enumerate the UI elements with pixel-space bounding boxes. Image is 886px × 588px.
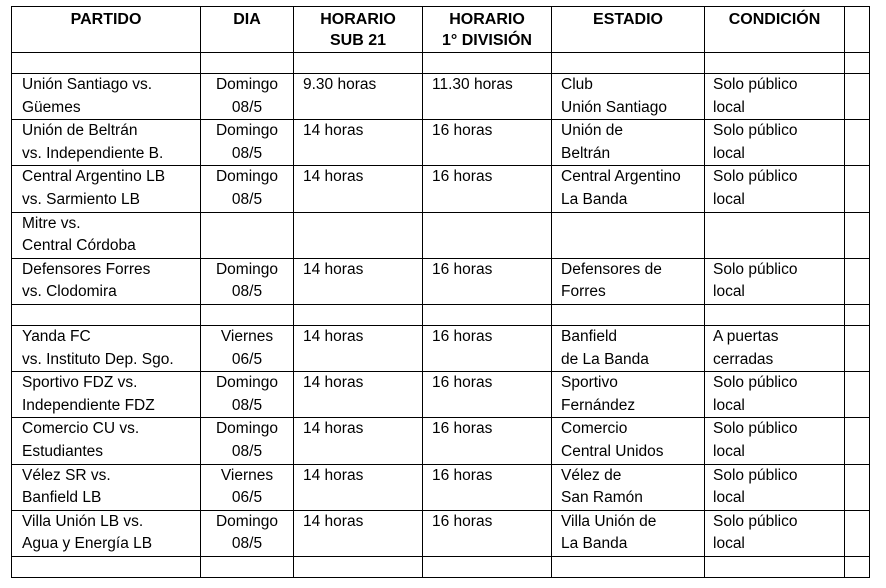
cell-estadio (552, 166, 705, 212)
cell-estadio (552, 120, 705, 166)
cell-estadio (552, 464, 705, 510)
cell-estadio (552, 325, 705, 371)
cell-partido (12, 372, 201, 418)
cell-horario-primera (423, 464, 552, 510)
cell-estadio (552, 212, 705, 258)
sub21-value: 9.30 horas (303, 76, 377, 93)
dia-line-1: Domingo (215, 76, 279, 93)
condicion-line-1: Solo público (713, 420, 798, 438)
cell-horario-primera (423, 258, 552, 304)
header-row (12, 7, 870, 53)
dia-line-2: 08/5 (231, 535, 263, 553)
spacer-row (12, 556, 870, 577)
dia-line-2: 08/5 (231, 442, 263, 460)
cell-condicion (705, 166, 845, 212)
sub21-value: 14 horas (303, 168, 364, 186)
table-row (12, 372, 870, 418)
header-horario-primera: HORARIO 1° DIVISIÓN (423, 7, 552, 53)
estadio-line-2: Fernández (561, 396, 636, 414)
estadio-line-1: Vélez de (561, 466, 622, 484)
cell-dia (201, 212, 294, 258)
condicion-line-2: local (713, 442, 745, 460)
estadio-line-2: Beltrán (561, 144, 611, 162)
cell-dia (201, 510, 294, 556)
fixture-table (11, 6, 870, 578)
cell-horario-primera (423, 418, 552, 464)
partido-line-2: Central Córdoba (22, 237, 136, 255)
primera-value: 16 horas (432, 374, 493, 392)
cell-condicion (705, 510, 845, 556)
dia-line-2: 08/5 (231, 144, 263, 162)
header-condicion: CONDICIÓN (705, 7, 845, 53)
sub21-value: 14 horas (303, 374, 364, 392)
cell-dia (201, 418, 294, 464)
cell-partido (12, 418, 201, 464)
partido-line-1: Vélez SR vs. (22, 466, 111, 484)
sub21-value: 14 horas (303, 122, 364, 140)
condicion-line-2: local (713, 190, 745, 208)
estadio-line-2: San Ramón (561, 489, 643, 507)
cell-partido (12, 325, 201, 371)
cell-dia (201, 74, 294, 120)
condicion-line-1: Solo público (713, 122, 798, 140)
cell-estadio (552, 418, 705, 464)
cell-extra (845, 510, 870, 556)
cell-condicion (705, 212, 845, 258)
primera-value: 16 horas (432, 327, 493, 345)
dia-line-1: Domingo (215, 512, 279, 530)
cell-extra (845, 166, 870, 212)
partido-line-2: vs. Instituto Dep. Sgo. (22, 350, 174, 368)
cell-partido (12, 464, 201, 510)
partido-line-1: Yanda FC (22, 327, 91, 345)
table-row (12, 418, 870, 464)
condicion-line-2: local (713, 98, 745, 116)
partido-line-1: Sportivo FDZ vs. (22, 374, 138, 392)
partido-line-2: vs. Sarmiento LB (22, 190, 141, 208)
estadio-line-1: Sportivo (561, 374, 618, 392)
dia-line-1: Viernes (220, 327, 274, 345)
cell-condicion (705, 258, 845, 304)
cell-horario-sub21 (294, 74, 423, 120)
partido-line-1: Defensores Forres (22, 260, 151, 278)
dia-line-1: Domingo (215, 168, 279, 186)
table-row (12, 120, 870, 166)
partido-line-2: Estudiantes (22, 442, 103, 460)
dia-line-2: 06/5 (231, 350, 263, 368)
cell-estadio (552, 258, 705, 304)
header-estadio: ESTADIO (552, 7, 705, 53)
table-row (12, 325, 870, 371)
header-dia: DIA (201, 7, 294, 53)
cell-extra (845, 258, 870, 304)
estadio-line-2: La Banda (561, 535, 628, 553)
cell-horario-sub21 (294, 212, 423, 258)
cell-dia (201, 325, 294, 371)
condicion-line-2: local (713, 489, 745, 507)
cell-partido (12, 166, 201, 212)
table-row (12, 74, 870, 120)
cell-dia (201, 166, 294, 212)
cell-estadio (552, 74, 705, 120)
partido-line-2: Independiente FDZ (22, 396, 155, 414)
estadio-line-2: Forres (561, 283, 606, 301)
estadio-line-1: Club (561, 76, 593, 93)
cell-condicion (705, 120, 845, 166)
sub21-value: 14 horas (303, 260, 364, 278)
cell-condicion (705, 418, 845, 464)
cell-horario-sub21 (294, 120, 423, 166)
cell-dia (201, 120, 294, 166)
header-partido: PARTIDO (12, 7, 201, 53)
spacer-row (12, 53, 870, 74)
primera-value: 16 horas (432, 420, 493, 438)
dia-line-2: 06/5 (231, 489, 263, 507)
header-horario-sub21: HORARIO SUB 21 (294, 7, 423, 53)
estadio-line-1: Comercio (561, 420, 628, 438)
primera-value: 16 horas (432, 466, 493, 484)
cell-horario-primera (423, 120, 552, 166)
condicion-line-1: Solo público (713, 512, 798, 530)
cell-horario-sub21 (294, 166, 423, 212)
condicion-line-1: Solo público (713, 374, 798, 392)
cell-horario-primera (423, 166, 552, 212)
cell-extra (845, 120, 870, 166)
cell-extra (845, 325, 870, 371)
condicion-line-1: Solo público (713, 76, 798, 93)
cell-condicion (705, 325, 845, 371)
partido-line-2: Güemes (22, 98, 81, 116)
cell-horario-primera (423, 510, 552, 556)
condicion-line-2: local (713, 396, 745, 414)
cell-extra (845, 372, 870, 418)
cell-estadio (552, 372, 705, 418)
estadio-line-1: Villa Unión de (561, 512, 657, 530)
dia-line-1: Domingo (215, 374, 279, 392)
cell-horario-primera (423, 212, 552, 258)
condicion-line-1: Solo público (713, 466, 798, 484)
partido-line-1: Comercio CU vs. (22, 420, 140, 438)
dia-line-1: Domingo (215, 420, 279, 438)
table-row (12, 258, 870, 304)
dia-line-1: Domingo (215, 260, 279, 278)
table-row (12, 212, 870, 258)
estadio-line-2: de La Banda (561, 350, 649, 368)
dia-line-2: 08/5 (231, 396, 263, 414)
estadio-line-1: Banfield (561, 327, 618, 345)
partido-line-1: Mitre vs. (22, 214, 81, 232)
primera-value: 16 horas (432, 512, 493, 530)
cell-condicion (705, 464, 845, 510)
primera-value: 16 horas (432, 122, 493, 140)
condicion-line-2: local (713, 283, 745, 301)
dia-line-2: 08/5 (231, 283, 263, 301)
cell-partido (12, 212, 201, 258)
table-row (12, 464, 870, 510)
cell-horario-sub21 (294, 325, 423, 371)
sub21-value: 14 horas (303, 420, 364, 438)
cell-condicion (705, 372, 845, 418)
estadio-line-2: Central Unidos (561, 442, 664, 460)
condicion-line-1: Solo público (713, 260, 798, 278)
cell-horario-primera (423, 372, 552, 418)
partido-line-1: Central Argentino LB (22, 168, 166, 186)
cell-horario-sub21 (294, 464, 423, 510)
condicion-line-2: local (713, 535, 745, 553)
cell-horario-sub21 (294, 372, 423, 418)
partido-line-1: Unión Santiago vs. (22, 76, 153, 93)
primera-value: 11.30 horas (432, 76, 513, 93)
dia-line-1: Domingo (215, 122, 279, 140)
estadio-line-1: Unión de (561, 122, 624, 140)
dia-line-2: 08/5 (231, 98, 263, 116)
estadio-line-2: Unión Santiago (561, 98, 667, 116)
partido-line-1: Unión de Beltrán (22, 122, 138, 140)
cell-horario-primera (423, 74, 552, 120)
cell-partido (12, 258, 201, 304)
dia-line-2: 08/5 (231, 190, 263, 208)
cell-extra (845, 74, 870, 120)
header-extra (845, 7, 870, 53)
cell-horario-sub21 (294, 258, 423, 304)
estadio-line-2: La Banda (561, 190, 628, 208)
dia-line-1: Viernes (220, 466, 274, 484)
condicion-line-1: Solo público (713, 168, 798, 186)
partido-line-2: vs. Independiente B. (22, 144, 164, 162)
condicion-line-1: A puertas (713, 327, 779, 345)
cell-partido (12, 74, 201, 120)
sub21-value: 14 horas (303, 466, 364, 484)
cell-extra (845, 418, 870, 464)
cell-partido (12, 120, 201, 166)
partido-line-2: vs. Clodomira (22, 283, 117, 301)
cell-horario-primera (423, 325, 552, 371)
sub21-value: 14 horas (303, 512, 364, 530)
partido-line-2: Banfield LB (22, 489, 102, 507)
cell-extra (845, 464, 870, 510)
cell-partido (12, 510, 201, 556)
spacer-row (12, 304, 870, 325)
cell-dia (201, 464, 294, 510)
cell-condicion (705, 74, 845, 120)
cell-estadio (552, 510, 705, 556)
cell-horario-sub21 (294, 418, 423, 464)
estadio-line-1: Defensores de (561, 260, 662, 278)
table-row (12, 166, 870, 212)
cell-horario-sub21 (294, 510, 423, 556)
cell-dia (201, 258, 294, 304)
cell-dia (201, 372, 294, 418)
sub21-value: 14 horas (303, 327, 364, 345)
partido-line-2: Agua y Energía LB (22, 535, 153, 553)
condicion-line-2: cerradas (713, 350, 774, 368)
condicion-line-2: local (713, 144, 745, 162)
table-row (12, 510, 870, 556)
primera-value: 16 horas (432, 260, 493, 278)
estadio-line-1: Central Argentino (561, 168, 681, 186)
cell-extra (845, 212, 870, 258)
partido-line-1: Villa Unión LB vs. (22, 512, 144, 530)
primera-value: 16 horas (432, 168, 493, 186)
